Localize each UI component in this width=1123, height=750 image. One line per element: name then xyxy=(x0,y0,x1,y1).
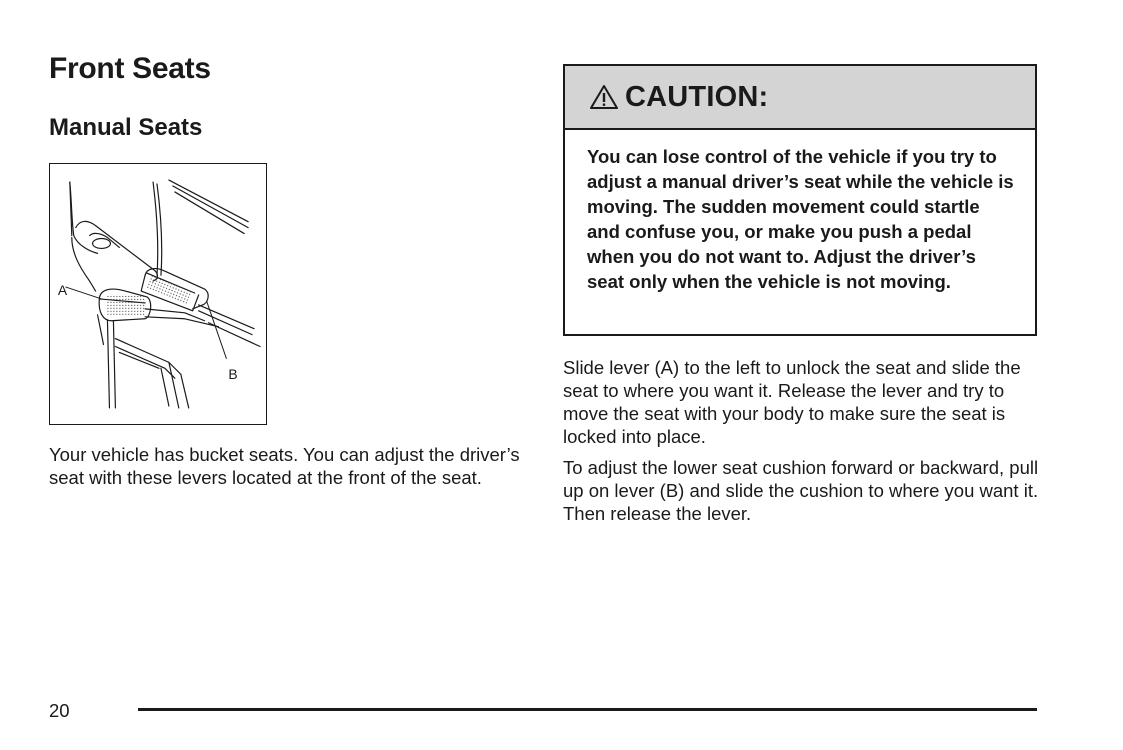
caution-box xyxy=(563,64,1037,336)
warning-triangle-icon xyxy=(589,83,619,111)
page-number: 20 xyxy=(49,700,70,721)
seat-levers-figure xyxy=(49,163,267,425)
unlock-instructions-paragraph: Slide lever (A) to the left to unlock the seat and slide the seat to where you want it. Release the lever and try to move the seat with your body to make sure the seat is locked into place. xyxy=(563,357,1021,447)
seat-levers-illustration xyxy=(50,164,266,424)
caution-header xyxy=(565,66,1035,130)
lever-b-label: B xyxy=(228,366,238,383)
footer-rule xyxy=(138,708,1037,711)
page-title: Front Seats xyxy=(49,52,211,85)
caution-label: CAUTION: xyxy=(625,80,769,113)
section-title: Manual Seats xyxy=(49,114,203,141)
intro-paragraph: Your vehicle has bucket seats. You can adjust the driver’s seat with these levers located at the front of the seat. xyxy=(49,444,520,488)
cushion-instructions-paragraph: To adjust the lower seat cushion forward or backward, pull up on lever (B) and slide the cushion to where you want it. Then release the lever. xyxy=(563,457,1039,524)
caution-text: You can lose control of the vehicle if you try to adjust a manual driver’s seat while the vehicle is moving. The sudden movement could startle and confuse you, or make you push a pedal when you do not want to. Adjust the driver’s seat only when the vehicle is not moving. xyxy=(587,146,1014,292)
lever-a-label: A xyxy=(57,281,68,298)
